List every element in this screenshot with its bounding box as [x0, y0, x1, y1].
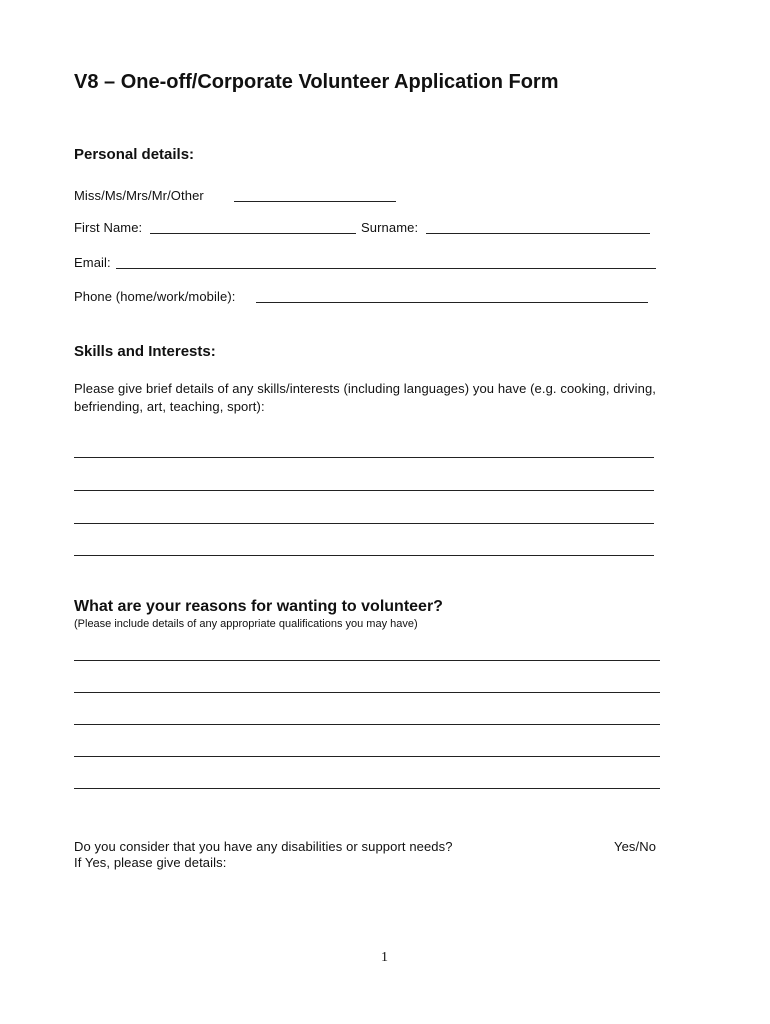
skills-answer-line-2[interactable]: [74, 490, 654, 491]
phone-field[interactable]: [256, 302, 648, 303]
page-number: 1: [381, 950, 388, 965]
skills-heading: Skills and Interests:: [74, 343, 216, 360]
page-title: V8 – One-off/Corporate Volunteer Application Form: [74, 71, 559, 93]
reasons-answer-line-1[interactable]: [74, 660, 660, 661]
skills-answer-line-1[interactable]: [74, 457, 654, 458]
reasons-answer-line-5[interactable]: [74, 788, 660, 789]
first-name-label: First Name:: [74, 220, 143, 235]
email-label: Email:: [74, 255, 111, 270]
reasons-heading: What are your reasons for wanting to volunteer?: [74, 598, 443, 615]
phone-label: Phone (home/work/mobile):: [74, 289, 236, 304]
email-field[interactable]: [116, 268, 656, 269]
surname-field[interactable]: [426, 233, 650, 234]
skills-answer-line-3[interactable]: [74, 523, 654, 524]
skills-answer-line-4[interactable]: [74, 555, 654, 556]
first-name-field[interactable]: [150, 233, 356, 234]
reasons-answer-line-4[interactable]: [74, 756, 660, 757]
disabilities-question: Do you consider that you have any disabilities or support needs?: [74, 839, 453, 854]
skills-prompt-line1: Please give brief details of any skills/interests (including languages) you have (e.g. cooking, driving,: [74, 381, 656, 396]
title-field[interactable]: [234, 201, 396, 202]
reasons-answer-line-3[interactable]: [74, 724, 660, 725]
reasons-answer-line-2[interactable]: [74, 692, 660, 693]
disabilities-yes-no[interactable]: Yes/No: [614, 839, 657, 854]
reasons-note: (Please include details of any appropriate qualifications you may have): [74, 618, 418, 630]
surname-label: Surname:: [361, 220, 419, 235]
disabilities-follow-up: If Yes, please give details:: [74, 855, 227, 870]
skills-prompt-line2: befriending, art, teaching, sport):: [74, 399, 265, 414]
title-label: Miss/Ms/Mrs/Mr/Other: [74, 188, 204, 203]
title-row: [74, 188, 204, 203]
personal-details-heading: Personal details:: [74, 146, 195, 163]
